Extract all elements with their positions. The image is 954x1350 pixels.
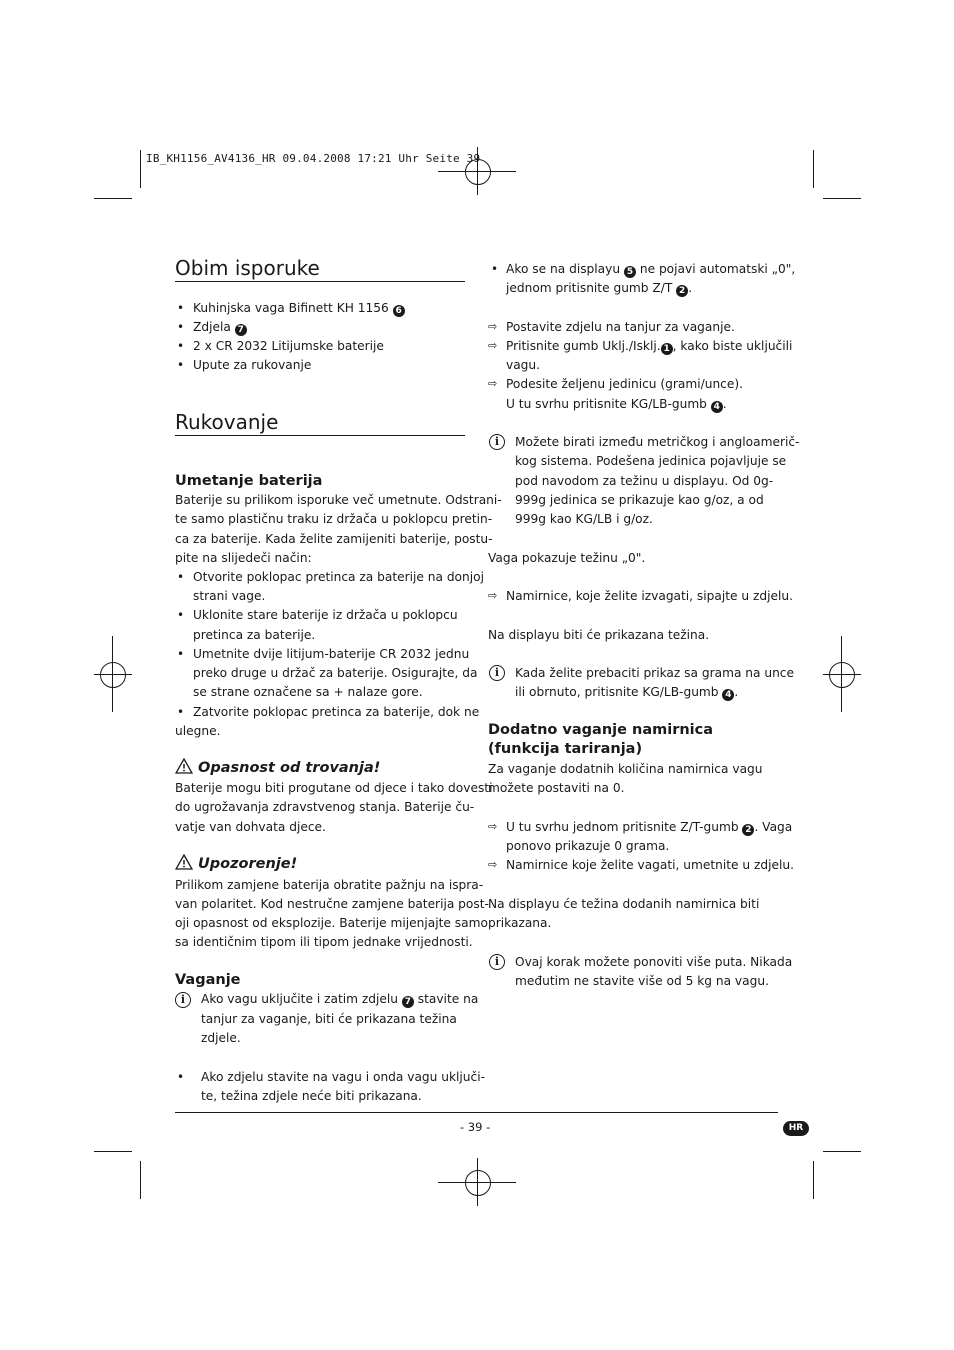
- list-item: Ako se na displayu 5 ne pojavi automatski „0",: [506, 262, 796, 277]
- arrow-icon: ⇨: [488, 320, 498, 333]
- heading-umetanje-baterija: Umetanje baterija: [175, 473, 323, 489]
- part-number-4-icon: 4: [722, 689, 734, 701]
- list-item: Umetnite dvije litijum-baterije CR 2032 jednu: [193, 647, 470, 661]
- list-item: Otvorite poklopac pretinca za baterije na donjoj: [193, 570, 484, 584]
- step-item: Namirnice koje želite vagati, umetnite u zdjelu.: [506, 858, 795, 872]
- arrow-icon: ⇨: [488, 339, 498, 352]
- list-item: Kuhinjska vaga Bifinett KH 1156 6: [193, 299, 405, 318]
- language-badge: HR: [783, 1121, 809, 1136]
- paragraph-line: do ugrožavanja zdravstvenog stanja. Baterije ču-: [175, 800, 475, 814]
- info-line: Možete birati između metričkog i angloamerič-: [515, 435, 800, 449]
- arrow-icon: ⇨: [488, 589, 498, 602]
- paragraph-line: pite na slijedeči način:: [175, 551, 312, 565]
- info-icon: i: [489, 665, 505, 681]
- paragraph-line: sa identičnim tipom ili tipom jednake vrijednosti.: [175, 935, 473, 949]
- arrow-icon: ⇨: [488, 858, 498, 871]
- list-item: pretinca za baterije.: [193, 628, 316, 642]
- paragraph-line: ca za baterije. Kada želite zamijeniti baterije, postu-: [175, 532, 493, 546]
- heading-rukovanje: Rukovanje: [175, 410, 279, 434]
- step-item: U tu svrhu pritisnite KG/LB-gumb 4 .: [506, 397, 727, 412]
- arrow-icon: ⇨: [488, 820, 498, 833]
- list-item: se strane označene sa + nalaze gore.: [193, 685, 423, 699]
- list-item: jednom pritisnite gumb Z/T 2 .: [506, 281, 693, 296]
- paragraph-line: prikazana.: [488, 916, 552, 930]
- info-line: zdjele.: [201, 1031, 241, 1045]
- part-number-4-icon: 4: [711, 401, 723, 413]
- heading-rule: [175, 281, 465, 282]
- list-item: Upute za rukovanje: [193, 358, 312, 372]
- part-number-5-icon: 5: [624, 266, 636, 278]
- paragraph-line: Vaga pokazuje težinu „0".: [488, 551, 646, 565]
- step-item: ponovo prikazuje 0 grama.: [506, 839, 670, 853]
- paragraph-line: van polaritet. Kod nestručne zamjene baterija post-: [175, 897, 489, 911]
- heading-opasnost: Opasnost od trovanja!: [175, 758, 380, 776]
- heading-dodatno-vaganje: Dodatno vaganje namirnica: [488, 722, 714, 738]
- heading-rule: [175, 435, 465, 436]
- list-item: Ako zdjelu stavite na vagu i onda vagu uključi-: [201, 1070, 486, 1084]
- paragraph-line: Na displayu biti će prikazana težina.: [488, 628, 710, 642]
- heading-obim-isporuke: Obim isporuke: [175, 256, 320, 280]
- paragraph-line: Baterije mogu biti progutane od djece i tako dovesti: [175, 781, 493, 795]
- info-icon: i: [489, 954, 505, 970]
- info-line: Kada želite prebaciti prikaz sa grama na unce: [515, 666, 795, 680]
- info-line: međutim ne stavite više od 5 kg na vagu.: [515, 974, 769, 988]
- part-number-1-icon: 1: [661, 343, 673, 355]
- list-item: te, težina zdjele neće biti prikazana.: [201, 1089, 422, 1103]
- print-header: IB_KH1156_AV4136_HR 09.04.2008 17:21 Uhr Seite 39: [146, 152, 481, 165]
- heading-funkcija-tariranja: (funkcija tariranja): [488, 741, 643, 757]
- paragraph-line: Na displayu će težina dodanih namirnica biti: [488, 897, 760, 911]
- paragraph-line: Baterije su prilikom isporuke več umetnute. Odstrani-: [175, 493, 502, 507]
- list-item: Zdjela 7: [193, 318, 247, 337]
- step-item: Podesite željenu jedinicu (grami/unce).: [506, 377, 744, 391]
- info-line: pod navodom za težinu u displayu. Od 0g-: [515, 474, 774, 488]
- part-number-2-icon: 2: [676, 285, 688, 297]
- step-item: vagu.: [506, 358, 541, 372]
- list-item: Zatvorite poklopac pretinca za baterije, dok ne: [193, 705, 480, 719]
- footer-rule: [175, 1112, 778, 1113]
- heading-vaganje: Vaganje: [175, 972, 241, 988]
- step-item: Postavite zdjelu na tanjur za vaganje.: [506, 320, 735, 334]
- paragraph-line: možete postaviti na 0.: [488, 781, 625, 795]
- part-number-7-icon: 7: [402, 996, 414, 1008]
- info-line: ili obrnuto, pritisnite KG/LB-gumb 4 .: [515, 685, 739, 700]
- list-item: 2 x CR 2032 Litijumske baterije: [193, 339, 384, 353]
- info-line: Ako vagu uključite i zatim zdjelu 7 stavite na: [201, 992, 479, 1007]
- arrow-icon: ⇨: [488, 377, 498, 390]
- warning-icon: [175, 758, 193, 774]
- paragraph-line: Prilikom zamjene baterija obratite pažnju na ispra-: [175, 878, 484, 892]
- paragraph-line: te samo plastičnu traku iz držača u poklopcu pretin-: [175, 512, 493, 526]
- list-item: ulegne.: [175, 724, 221, 738]
- list-item: preko druge u držač za baterije. Osigurajte, da: [193, 666, 478, 680]
- page-number: - 39 -: [460, 1120, 491, 1134]
- part-number-6-icon: 6: [393, 305, 405, 317]
- step-item: Pritisnite gumb Uklj./Isklj. 1 , kako biste uključili: [506, 339, 793, 354]
- paragraph-line: vatje van dohvata djece.: [175, 820, 326, 834]
- part-number-7-icon: 7: [235, 324, 247, 336]
- step-item: U tu svrhu jednom pritisnite Z/T-gumb 2 . Vaga: [506, 820, 793, 835]
- list-item: Uklonite stare baterije iz držača u poklopcu: [193, 608, 458, 622]
- info-line: tanjur za vaganje, biti će prikazana težina: [201, 1012, 457, 1026]
- warning-icon: [175, 854, 193, 870]
- heading-upozorenje: Upozorenje!: [175, 854, 297, 872]
- info-icon: i: [175, 992, 191, 1008]
- part-number-2-icon: 2: [742, 824, 754, 836]
- info-line: Ovaj korak možete ponoviti više puta. Nikada: [515, 955, 793, 969]
- info-line: 999g kao KG/LB i g/oz.: [515, 512, 653, 526]
- list-item: strani vage.: [193, 589, 266, 603]
- info-icon: i: [489, 434, 505, 450]
- step-item: Namirnice, koje želite izvagati, sipajte u zdjelu.: [506, 589, 794, 603]
- info-line: kog sistema. Podešena jedinica pojavljuje se: [515, 454, 787, 468]
- paragraph-line: oji opasnost od eksplozije. Baterije mijenjajte samo: [175, 916, 488, 930]
- paragraph-line: Za vaganje dodatnih količina namirnica vagu: [488, 762, 763, 776]
- info-line: 999g jedinica se prikazuje kao g/oz, a od: [515, 493, 764, 507]
